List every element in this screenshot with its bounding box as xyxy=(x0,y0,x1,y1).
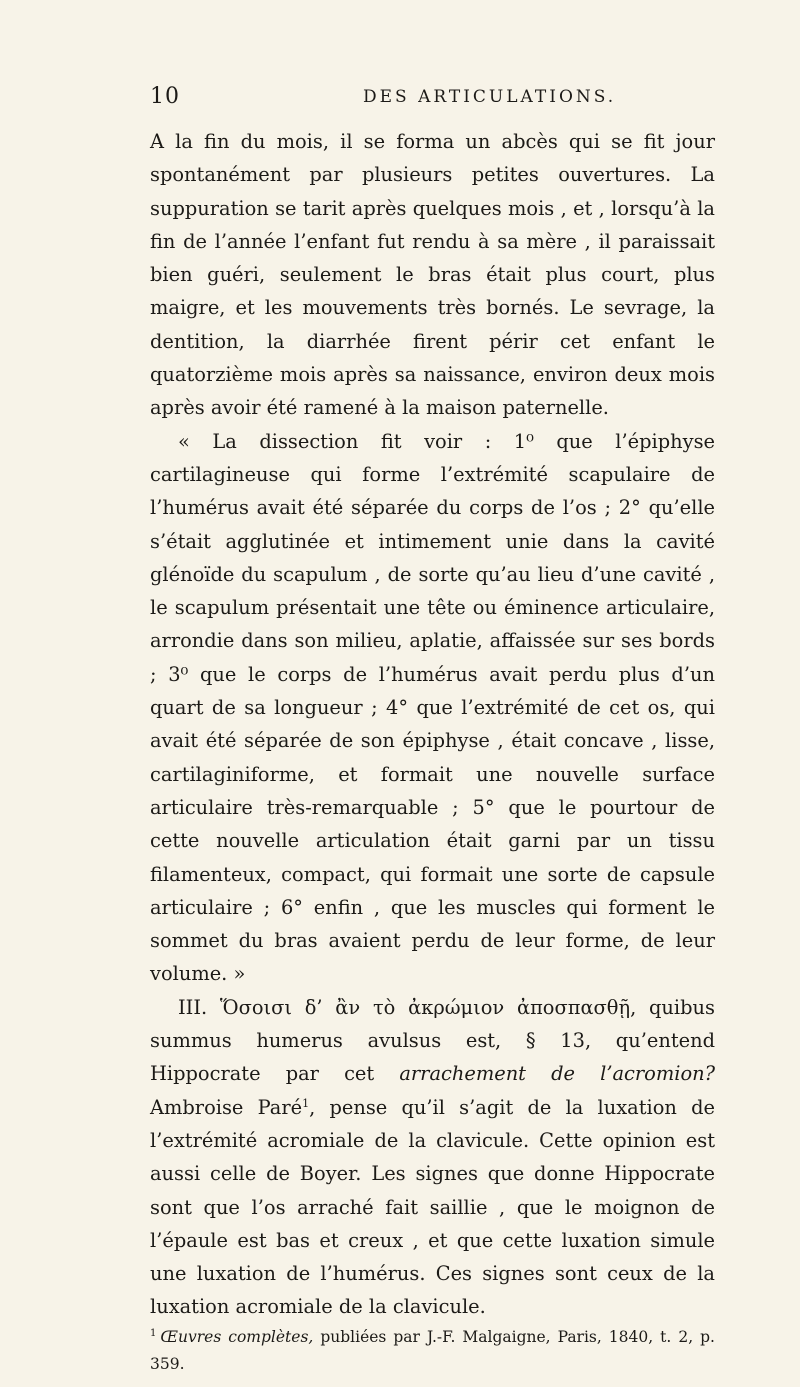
italic-phrase: arrachement de l’acromion? xyxy=(399,1062,715,1086)
footnote-reference: 1 xyxy=(302,1096,310,1110)
greek-quotation: Ὅσοισι δ’ ἂν τὸ ἀκρώμιον ἀποσπασθῇ xyxy=(219,995,631,1019)
page-header xyxy=(150,84,710,112)
section-number: III. xyxy=(178,995,220,1019)
section-text-b: Ambroise Paré xyxy=(150,1095,303,1119)
body-text xyxy=(150,125,715,1324)
page-number: 10 xyxy=(150,84,180,109)
footnote-mark: 1 xyxy=(150,1328,157,1339)
paragraph-dissection: « La dissection fit voir : 1⁰ que l’épiphyse cartilagineuse qui forme l’extrémité scapulaire de l’humérus avait été séparée du corps de l’os ; 2° qu’elle s’était agglutinée et intimement unie dans la cavité glénoïde du scapulum , de sorte qu’au lieu d’une cavité , le scapulum présentait une tête ou éminence articulaire, arrondie dans son milieu, aplatie, affaissée sur ses bords ; 3⁰ que le corps de l’humérus avait perdu plus d’un quart de sa longueur ; 4° que l’extrémité de cet os, qui avait été séparée de son épiphyse , était concave , lisse, cartilaginiforme, et formait une nouvelle surface articulaire très-remarquable ; 5° que le pourtour de cette nouvelle articulation était garni par un tissu filamenteux, compact, qui formait une sorte de capsule articulaire ; 6° enfin , que les muscles qui forment le sommet du bras avaient perdu de leur forme, de leur volume. » xyxy=(150,429,715,986)
paragraph-section-3 xyxy=(150,991,715,1324)
paragraph-case-history: A la fin du mois, il se forma un abcès qui se fit jour spontanément par plusieurs petites ouvertures. La suppuration se tarit après quelques mois , et , lorsqu’à la fin de l’année l’enfant fut rendu à sa mère , il paraissait bien guéri, seulement le bras était plus court, plus maigre, et les mouvements très bornés. Le sevrage, la dentition, la diarrhée firent périr cet enfant le quatorzième mois après sa naissance, environ deux mois après avoir été ramené à la maison paternelle. xyxy=(150,130,715,420)
footnote xyxy=(150,1320,715,1378)
footnote-title: Œuvres complètes, xyxy=(160,1328,314,1346)
section-text-a: , quibus summus humerus avulsus est, § 13, qu’entend Hippocrate par cet xyxy=(150,995,715,1086)
section-text-c: , pense qu’il s’agit de la luxation de l’extrémité acromiale de la clavicule. Cette opinion est aussi celle de Boyer. Les signes que donne Hippocrate sont que l’os arraché fait saillie , que le moignon de l’épaule est bas et creux , et que cette luxation simule une luxation de l’humérus. Ces signes sont ceux de la luxation acromiale de la clavicule. xyxy=(150,1095,715,1319)
footnote-text: publiées par J.-F. Malgaigne, Paris, 1840, t. 2, p. 359. xyxy=(150,1328,715,1373)
running-title: DES ARTICULATIONS. xyxy=(363,87,617,107)
